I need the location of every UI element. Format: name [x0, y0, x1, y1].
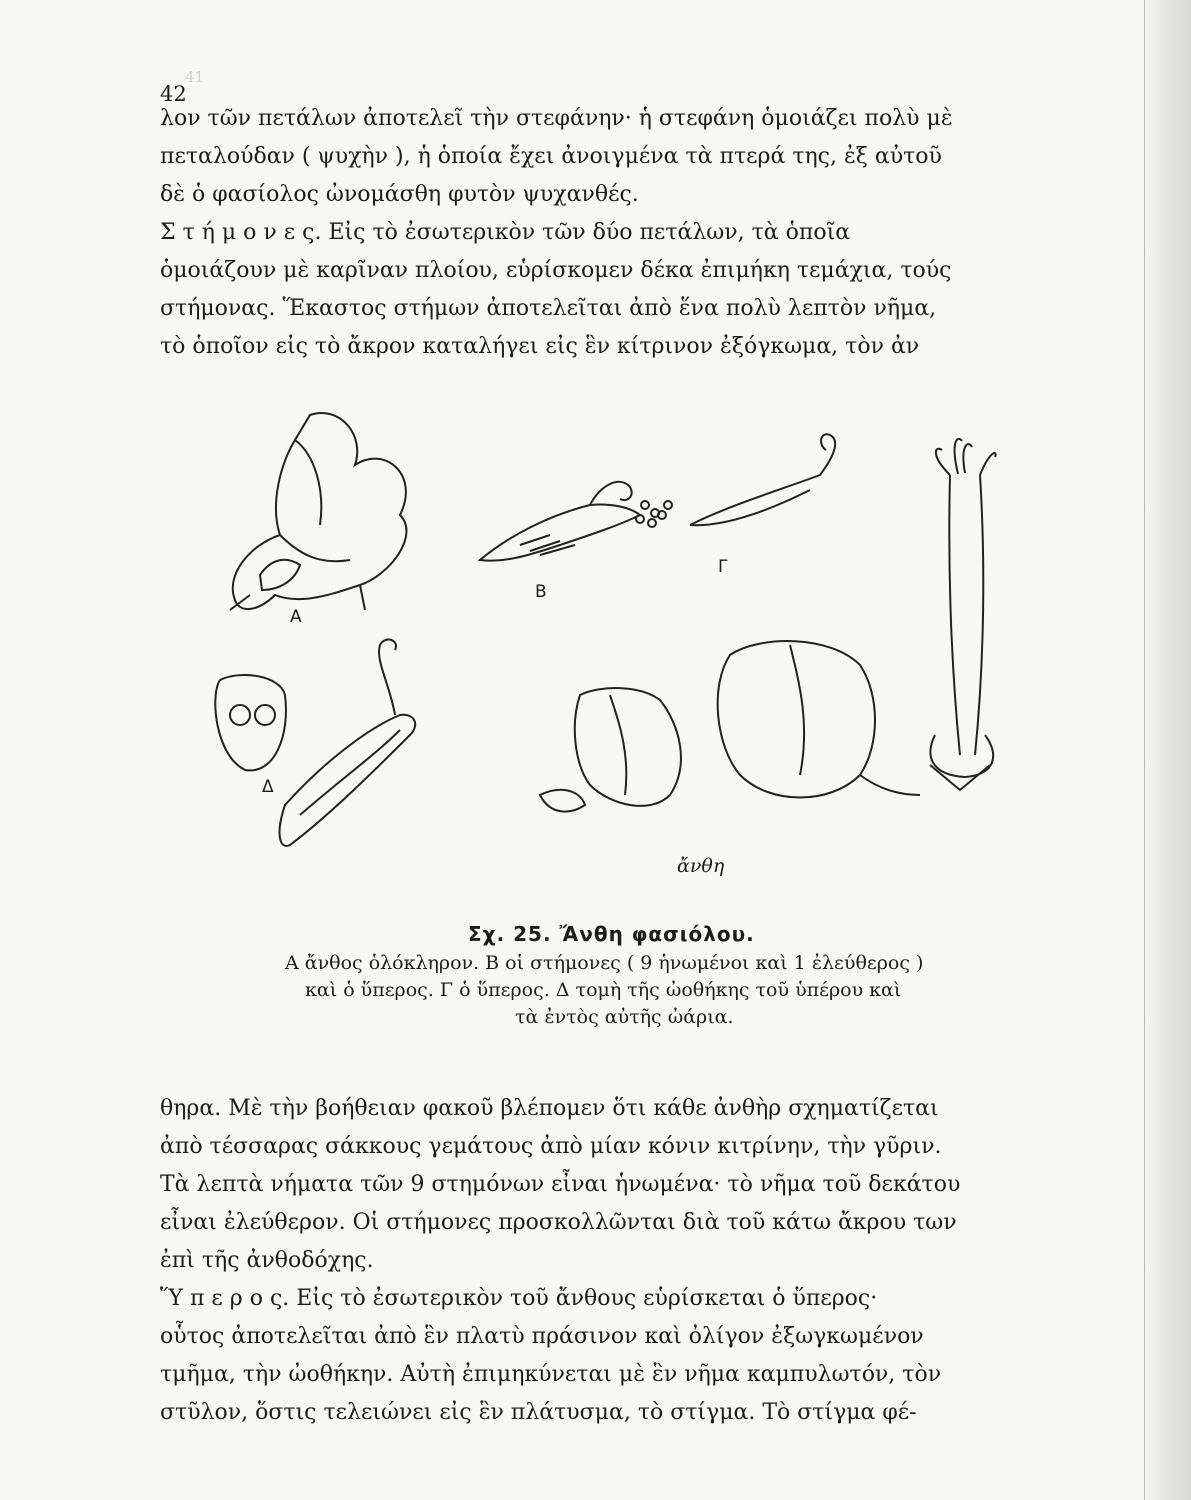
page-number: 42: [160, 82, 187, 106]
figure-label-g: Γ: [718, 557, 728, 577]
stamens-b-drawing: [480, 482, 672, 561]
text-line: τμῆμα, τὴν ὠοθήκην. Αὐτὴ ἐπιμηκύνεται μὲ ἓν νῆμα καμπυλωτόν, τὸν: [160, 1362, 942, 1387]
text-line: Τὰ λεπτὰ νήματα τῶν 9 στημόνων εἶναι ἡνωμένα· τὸ νῆμα τοῦ δεκάτου: [160, 1172, 961, 1197]
flower-a-drawing: [230, 413, 406, 610]
text-line: λον τῶν πετάλων ἀποτελεῖ τὴν στεφάνην· ἡ στεφάνη ὁμοιάζει πολὺ μὲ: [160, 106, 953, 131]
section-heading-stamens: Σ τ ή μ ο ν ε ς. Εἰς τὸ ἐσωτερικὸν τῶν δύο πετάλων, τὰ ὁποῖα: [160, 220, 851, 245]
text-line: τὸ ὁποῖον εἰς τὸ ἄκρον καταλήγει εἰς ἓν κίτρινον ἐξόγκωμα, τὸν ἀν: [160, 334, 920, 359]
text-line: εἶναι ἐλεύθερον. Οἱ στήμονες προσκολλῶνται διὰ τοῦ κάτω ἄκρου των: [160, 1210, 957, 1235]
text-line: στήμονας. Ἕκαστος στήμων ἀποτελεῖται ἀπὸ ἕνα πολὺ λεπτὸν νῆμα,: [160, 296, 937, 321]
bleed-through-page-number: 41: [185, 68, 205, 86]
flower-illustration: [190, 395, 1050, 895]
text-line: δὲ ὁ φασίολος ὠνομάσθη φυτὸν ψυχανθές.: [160, 182, 639, 207]
caption-line: καὶ ὁ ὕπερος. Γ ὁ ὕπερος. Δ τομὴ τῆς ὠοθήκης τοῦ ὑπέρου καὶ: [305, 979, 902, 1001]
bottom-paragraph: [160, 1090, 1040, 1432]
flowers-drawing: [540, 641, 920, 812]
text-line: οὗτος ἀποτελεῖται ἀπὸ ἓν πλατὺ πράσινον καὶ ὀλίγον ἐξωγκωμένον: [160, 1324, 924, 1349]
text-line: πεταλούδαν ( ψυχὴν ), ἡ ὁποία ἔχει ἀνοιγμένα τὰ πτερά της, ἐξ αὐτοῦ: [160, 144, 942, 169]
ovary-section-d-drawing: [215, 640, 415, 846]
page-edge: [1144, 0, 1191, 1500]
text-line: ἐπὶ τῆς ἀνθοδόχης.: [160, 1248, 374, 1273]
section-heading-pistil: Ὕ π ε ρ ο ς. Εἰς τὸ ἐσωτερικὸν τοῦ ἄνθους εὑρίσκεται ὁ ὕπερος·: [160, 1286, 878, 1311]
figure-caption: [285, 950, 923, 1031]
caption-line: τὰ ἐντὸς αὐτῆς ὠάρια.: [515, 1006, 734, 1028]
pistil-g-drawing: [690, 434, 835, 525]
text-line: ὁμοιάζουν μὲ καρῖναν πλοίου, εὑρίσκομεν δέκα ἐπιμήκη τεμάχια, τούς: [160, 258, 952, 283]
text-line: στῦλον, ὅστις τελειώνει εἰς ἓν πλάτυσμα, τὸ στίγμα. Τὸ στίγμα φέ-: [160, 1400, 917, 1425]
top-paragraph: [160, 100, 1040, 366]
stamen-column-drawing: [930, 439, 996, 790]
caption-line: Α ἄνθος ὁλόκληρον. Β οἱ στήμονες ( 9 ἡνωμένοι καὶ 1 ἐλεύθερος ): [285, 952, 924, 974]
figure-label-d: Δ: [262, 777, 274, 797]
figure-label-a: Α: [290, 607, 302, 627]
figure-caption-title: Σχ. 25. Ἄνθη φασιόλου.: [468, 922, 755, 946]
figure-bean-flowers: [190, 395, 1050, 895]
text-line: θηρα. Μὲ τὴν βοήθειαν φακοῦ βλέπομεν ὅτι κάθε ἀνθὴρ σχηματίζεται: [160, 1096, 939, 1121]
text-line: ἀπὸ τέσσαρας σάκκους γεμάτους ἀπὸ μίαν κόνιν κιτρίνην, τὴν γῦριν.: [160, 1134, 942, 1159]
figure-label-flowers: ἄνθη: [677, 855, 725, 877]
figure-label-b: Β: [535, 582, 547, 602]
